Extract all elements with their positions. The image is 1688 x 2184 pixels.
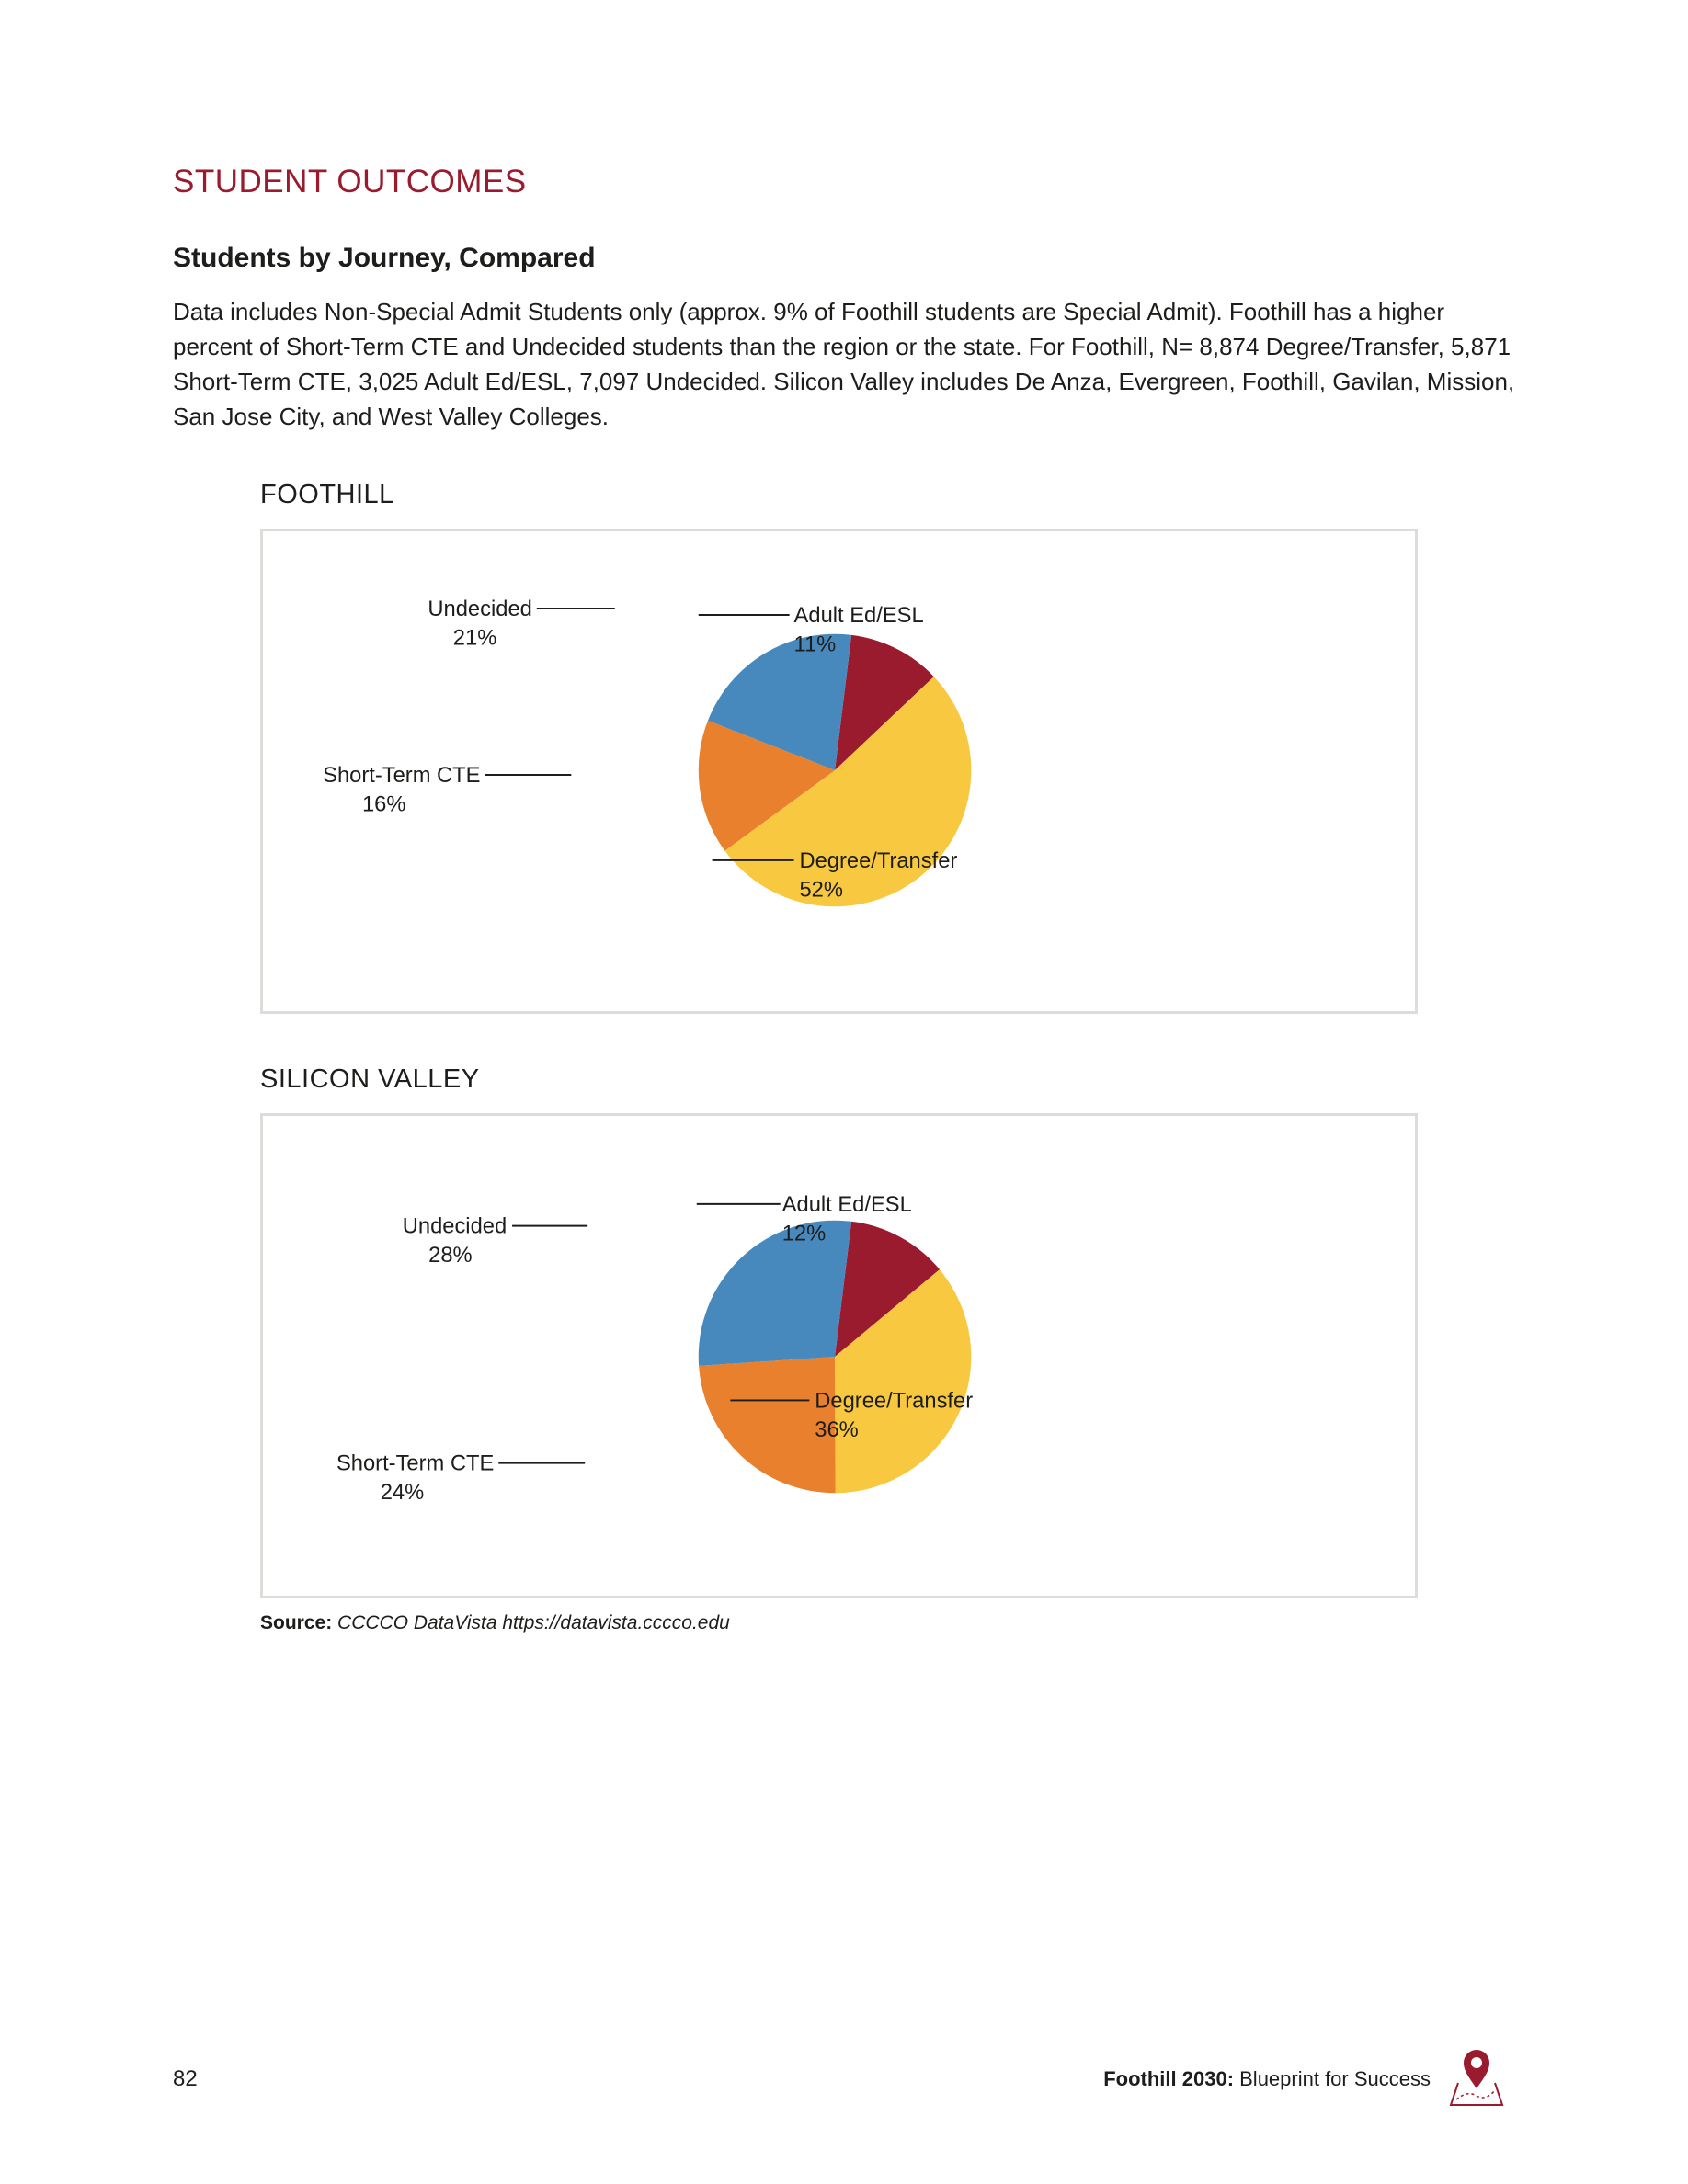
source-text: CCCCO DataVista https://datavista.cccco.edu: [337, 1612, 730, 1633]
foothill-chart-frame: [260, 529, 1418, 1014]
slice-value-undecided: 21%: [452, 626, 497, 651]
silicon-valley-chart-frame: [260, 1113, 1418, 1598]
footer-title: [1103, 2067, 1431, 2091]
chart-group-title: Students by Journey, Compared: [173, 243, 596, 273]
slice-value-degree-transfer: 36%: [815, 1417, 859, 1442]
slice-value-short-term-cte: 24%: [380, 1481, 425, 1506]
silicon-valley-chart-title: SILICON VALLEY: [260, 1064, 480, 1094]
slice-label-adult-ed-esl: Adult Ed/ESL: [781, 1192, 912, 1217]
slice-value-undecided: 28%: [428, 1244, 473, 1268]
footer-title-text: Blueprint for Success: [1234, 2067, 1431, 2090]
slice-value-adult-ed-esl: 11%: [793, 632, 837, 657]
slice-label-degree-transfer: Degree/Transfer: [815, 1389, 974, 1414]
map-pin-icon: [1449, 2046, 1504, 2107]
slice-value-degree-transfer: 52%: [799, 878, 843, 903]
slice-label-short-term-cte: Short-Term CTE: [323, 763, 481, 788]
foothill-pie-chart: [263, 531, 1415, 1011]
source-label: Source:: [260, 1612, 333, 1633]
silicon-valley-pie-chart: [263, 1116, 1415, 1596]
slice-value-short-term-cte: 16%: [361, 792, 406, 817]
slice-label-short-term-cte: Short-Term CTE: [336, 1451, 495, 1476]
intro-paragraph: Data includes Non-Special Admit Students only (approx. 9% of Foothill students are Special Admit). Foothill has a higher percent of Short-Term CTE and Undecided students than the region or the state. For Foothill, N= 8,874 Degree/Transfer, 5,871 Short-Term CTE, 3,025 Adult Ed/ESL, 7,097 Undecided. Silicon Valley includes De Anza, Evergreen, Foothill, Gavilan, Mission, San Jose City, and West Valley Colleges.: [173, 298, 1515, 430]
slice-label-undecided: Undecided: [428, 597, 532, 621]
section-title: STUDENT OUTCOMES: [173, 164, 527, 199]
slice-label-undecided: Undecided: [402, 1214, 508, 1239]
footer-title-bold: Foothill 2030:: [1103, 2067, 1235, 2090]
page-number: 82: [173, 2066, 198, 2091]
slice-label-adult-ed-esl: Adult Ed/ESL: [793, 603, 924, 628]
slice-value-adult-ed-esl: 12%: [781, 1222, 827, 1246]
foothill-chart-title: FOOTHILL: [260, 480, 394, 509]
pie-slice-undecided: [699, 1221, 851, 1366]
source-note: [260, 1612, 730, 1634]
slice-label-degree-transfer: Degree/Transfer: [799, 848, 958, 873]
